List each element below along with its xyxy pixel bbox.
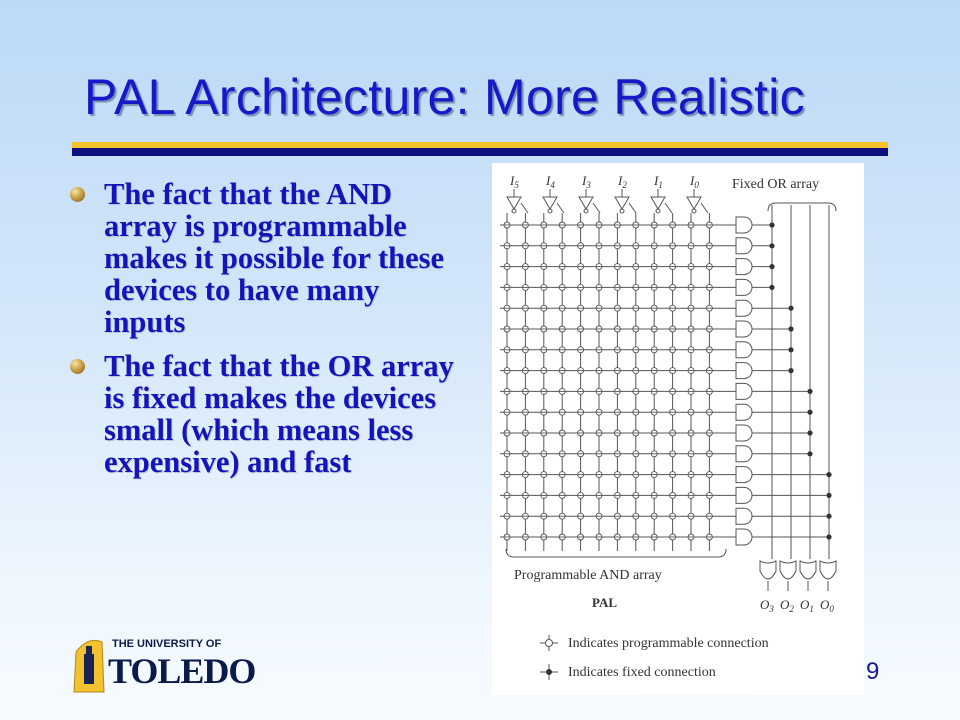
input-true-lead	[701, 203, 708, 213]
and-gate-icon	[736, 487, 752, 503]
output-label-o1: $O_1$	[800, 597, 814, 614]
and-gate-icon	[736, 217, 752, 233]
and-gate-icon	[736, 508, 752, 524]
fixed-connection-icon	[788, 368, 793, 373]
pal-diagram	[492, 163, 864, 695]
input-true-lead	[521, 203, 528, 213]
and-gate-icon	[736, 342, 752, 358]
input-inverter-bubble	[584, 209, 588, 213]
input-buffer-icon	[543, 197, 557, 209]
input-buffer-icon	[507, 197, 521, 209]
bullet-text: The fact that the OR array is fixed makes the devices small (which means less expensive) and fast	[104, 349, 454, 479]
fixed-or-label: Fixed OR array	[732, 177, 820, 192]
legend-fixed-text: Indicates fixed connection	[568, 665, 716, 680]
legend-programmable-text: Indicates programmable connection	[568, 636, 769, 651]
fixed-connection-icon	[769, 264, 774, 269]
or-gate-icon	[800, 561, 816, 579]
page-number: 9	[866, 658, 880, 685]
and-gate-icon	[736, 259, 752, 275]
and-gate-icon	[736, 300, 752, 316]
fixed-connection-icon	[826, 534, 831, 539]
and-gate-icon	[736, 279, 752, 295]
input-true-lead	[557, 203, 564, 213]
fixed-connection-icon	[807, 451, 812, 456]
bullet-list	[66, 178, 466, 490]
slide-title: PAL Architecture: More Realistic	[84, 69, 805, 125]
and-array-brace-icon	[506, 549, 726, 557]
fixed-connection-icon	[788, 347, 793, 352]
input-label-i0: $I_0$	[690, 173, 699, 190]
and-gate-icon	[736, 383, 752, 399]
legend-programmable-icon	[546, 640, 553, 647]
output-label-o3: $O_3$	[760, 597, 774, 614]
title-rule-navy	[72, 148, 888, 156]
fixed-connection-icon	[807, 410, 812, 415]
output-label-o0: $O_0$	[820, 597, 834, 614]
fixed-connection-icon	[826, 493, 831, 498]
and-gate-icon	[736, 321, 752, 337]
and-gate-icon	[736, 363, 752, 379]
fixed-connection-icon	[788, 306, 793, 311]
and-gate-icon	[736, 238, 752, 254]
fixed-connection-icon	[769, 222, 774, 227]
and-gate-icon	[736, 467, 752, 483]
logo-text-large: TOLEDO	[108, 651, 256, 691]
or-array-brace-icon	[768, 203, 836, 211]
input-inverter-bubble	[656, 209, 660, 213]
input-label-i5: $I_5$	[510, 173, 519, 190]
and-gate-icon	[736, 425, 752, 441]
input-label-i2: $I_2$	[618, 173, 627, 190]
fixed-connection-icon	[807, 430, 812, 435]
bullet-item	[66, 350, 466, 478]
pal-diagram-svg	[492, 163, 864, 695]
pal-label: PAL	[592, 595, 618, 610]
bullet-item	[66, 178, 466, 338]
fixed-connection-icon	[826, 472, 831, 477]
input-label-i4: $I_4$	[546, 173, 555, 190]
or-gate-icon	[760, 561, 776, 579]
input-true-lead	[665, 203, 672, 213]
fixed-connection-icon	[769, 243, 774, 248]
input-label-i3: $I_3$	[582, 173, 591, 190]
input-inverter-bubble	[548, 209, 552, 213]
and-array-label: Programmable AND array	[514, 568, 662, 583]
input-buffer-icon	[579, 197, 593, 209]
input-inverter-bubble	[512, 209, 516, 213]
input-buffer-icon	[651, 197, 665, 209]
input-inverter-bubble	[692, 209, 696, 213]
logo-text-small: THE UNIVERSITY OF	[112, 638, 222, 650]
bullet-text: The fact that the AND array is programmable makes it possible for these devices to have many inputs	[104, 177, 445, 339]
output-label-o2: $O_2$	[780, 597, 794, 614]
fixed-connection-icon	[788, 326, 793, 331]
or-gate-icon	[820, 561, 836, 579]
fixed-connection-icon	[826, 514, 831, 519]
fixed-connection-icon	[807, 389, 812, 394]
input-label-i1: $I_1$	[654, 173, 663, 190]
input-inverter-bubble	[620, 209, 624, 213]
and-gate-icon	[736, 446, 752, 462]
bullet-icon	[70, 359, 85, 374]
input-true-lead	[629, 203, 636, 213]
and-gate-icon	[736, 529, 752, 545]
bullet-icon	[70, 187, 85, 202]
input-true-lead	[593, 203, 600, 213]
or-gate-icon	[780, 561, 796, 579]
fixed-connection-icon	[769, 285, 774, 290]
input-buffer-icon	[687, 197, 701, 209]
input-buffer-icon	[615, 197, 629, 209]
and-gate-icon	[736, 404, 752, 420]
legend-fixed-icon	[546, 669, 552, 675]
